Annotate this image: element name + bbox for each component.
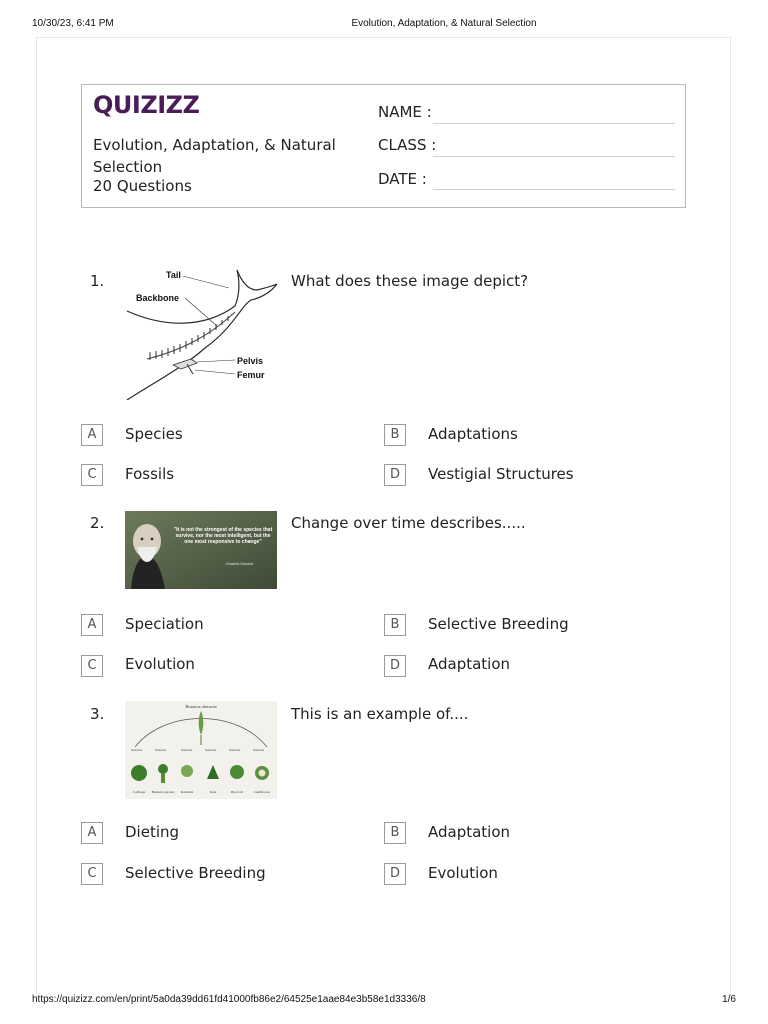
option-c-box: C (81, 863, 103, 885)
print-page-number: 1/6 (722, 994, 736, 1005)
name-label: NAME : (378, 103, 432, 121)
print-datetime: 10/30/23, 6:41 PM (32, 18, 114, 29)
option-b-text: Selective Breeding (428, 615, 569, 633)
label-cauliflower: Cauliflower (253, 790, 271, 794)
whale-skeleton-image (125, 266, 277, 400)
question-number: 3. (90, 705, 105, 723)
label-brassica-oleracea: Brassica oleracea (185, 704, 217, 709)
label-kale: Kale (209, 790, 217, 794)
option-d-text: Adaptation (428, 655, 511, 673)
option-b-box: B (384, 614, 406, 636)
option-a-text: Dieting (125, 823, 180, 841)
class-field-line (433, 156, 675, 157)
darwin-quote-text: "It is not the strongest of the species that survive, nor the most intelligent, but the one most responsive to change" (173, 527, 273, 545)
option-d-box: D (384, 863, 406, 885)
option-b-text: Adaptation (428, 823, 511, 841)
option-a-text: Species (125, 425, 183, 443)
option-a-text: Speciation (125, 615, 204, 633)
svg-text:Selection: Selection (155, 748, 167, 752)
quiz-title: Evolution, Adaptation, & Natural Selection (93, 136, 336, 176)
option-c-text: Fossils (125, 465, 175, 483)
label-backbone: Backbone (136, 293, 180, 303)
svg-text:Selection: Selection (229, 748, 241, 752)
svg-text:Selection: Selection (131, 748, 143, 752)
quiz-header-box (81, 84, 686, 208)
print-url: https://quizizz.com/en/print/5a0da39dd61fd41000fb86e2/64525e1aae84e3b58e1d3336/8 (32, 994, 426, 1005)
darwin-quote-image (125, 511, 277, 589)
svg-text:Selection: Selection (253, 748, 265, 752)
svg-text:Selection: Selection (181, 748, 193, 752)
question-text: Change over time describes..... (291, 514, 526, 532)
brassica-breeding-image (125, 701, 277, 799)
label-cabbage: Cabbage (132, 790, 146, 794)
option-c-box: C (81, 655, 103, 677)
option-c-text: Evolution (125, 655, 195, 673)
label-pelvis: Pelvis (237, 356, 264, 366)
question-number: 2. (90, 514, 105, 532)
date-field-line (433, 189, 675, 190)
whale-skeleton-illustration (125, 266, 277, 400)
option-a-box: A (81, 822, 103, 844)
option-b-box: B (384, 822, 406, 844)
option-a-box: A (81, 424, 103, 446)
date-label: DATE : (378, 170, 427, 188)
label-tail: Tail (166, 270, 181, 280)
print-header (0, 18, 768, 32)
option-d-box: D (384, 464, 406, 486)
option-c-text: Selective Breeding (125, 864, 266, 882)
brassica-breeding-illustration (125, 701, 277, 799)
option-d-text: Evolution (428, 864, 498, 882)
darwin-quote-author: - Charles Darwin (223, 561, 253, 566)
label-brussels-sprouts: Brussels sprouts (151, 790, 175, 794)
option-b-box: B (384, 424, 406, 446)
label-kohlrabi: Kohlrabi (180, 790, 194, 794)
name-field-line (433, 123, 675, 124)
label-broccoli: Broccoli (230, 790, 244, 794)
quizizz-logo: QUIZIZZ (93, 91, 200, 119)
class-label: CLASS : (378, 136, 437, 154)
question-count: 20 Questions (93, 177, 192, 195)
question-text: What does these image depict? (291, 272, 529, 290)
svg-text:Selection: Selection (205, 748, 217, 752)
option-d-text: Vestigial Structures (428, 465, 574, 483)
label-femur: Femur (237, 370, 265, 380)
darwin-quote-illustration (125, 511, 277, 589)
option-d-box: D (384, 655, 406, 677)
option-a-box: A (81, 614, 103, 636)
option-b-text: Adaptations (428, 425, 518, 443)
question-number: 1. (90, 272, 105, 290)
option-c-box: C (81, 464, 103, 486)
question-text: This is an example of.... (291, 705, 469, 723)
print-title: Evolution, Adaptation, & Natural Selection (351, 18, 537, 29)
print-footer (0, 994, 768, 1008)
